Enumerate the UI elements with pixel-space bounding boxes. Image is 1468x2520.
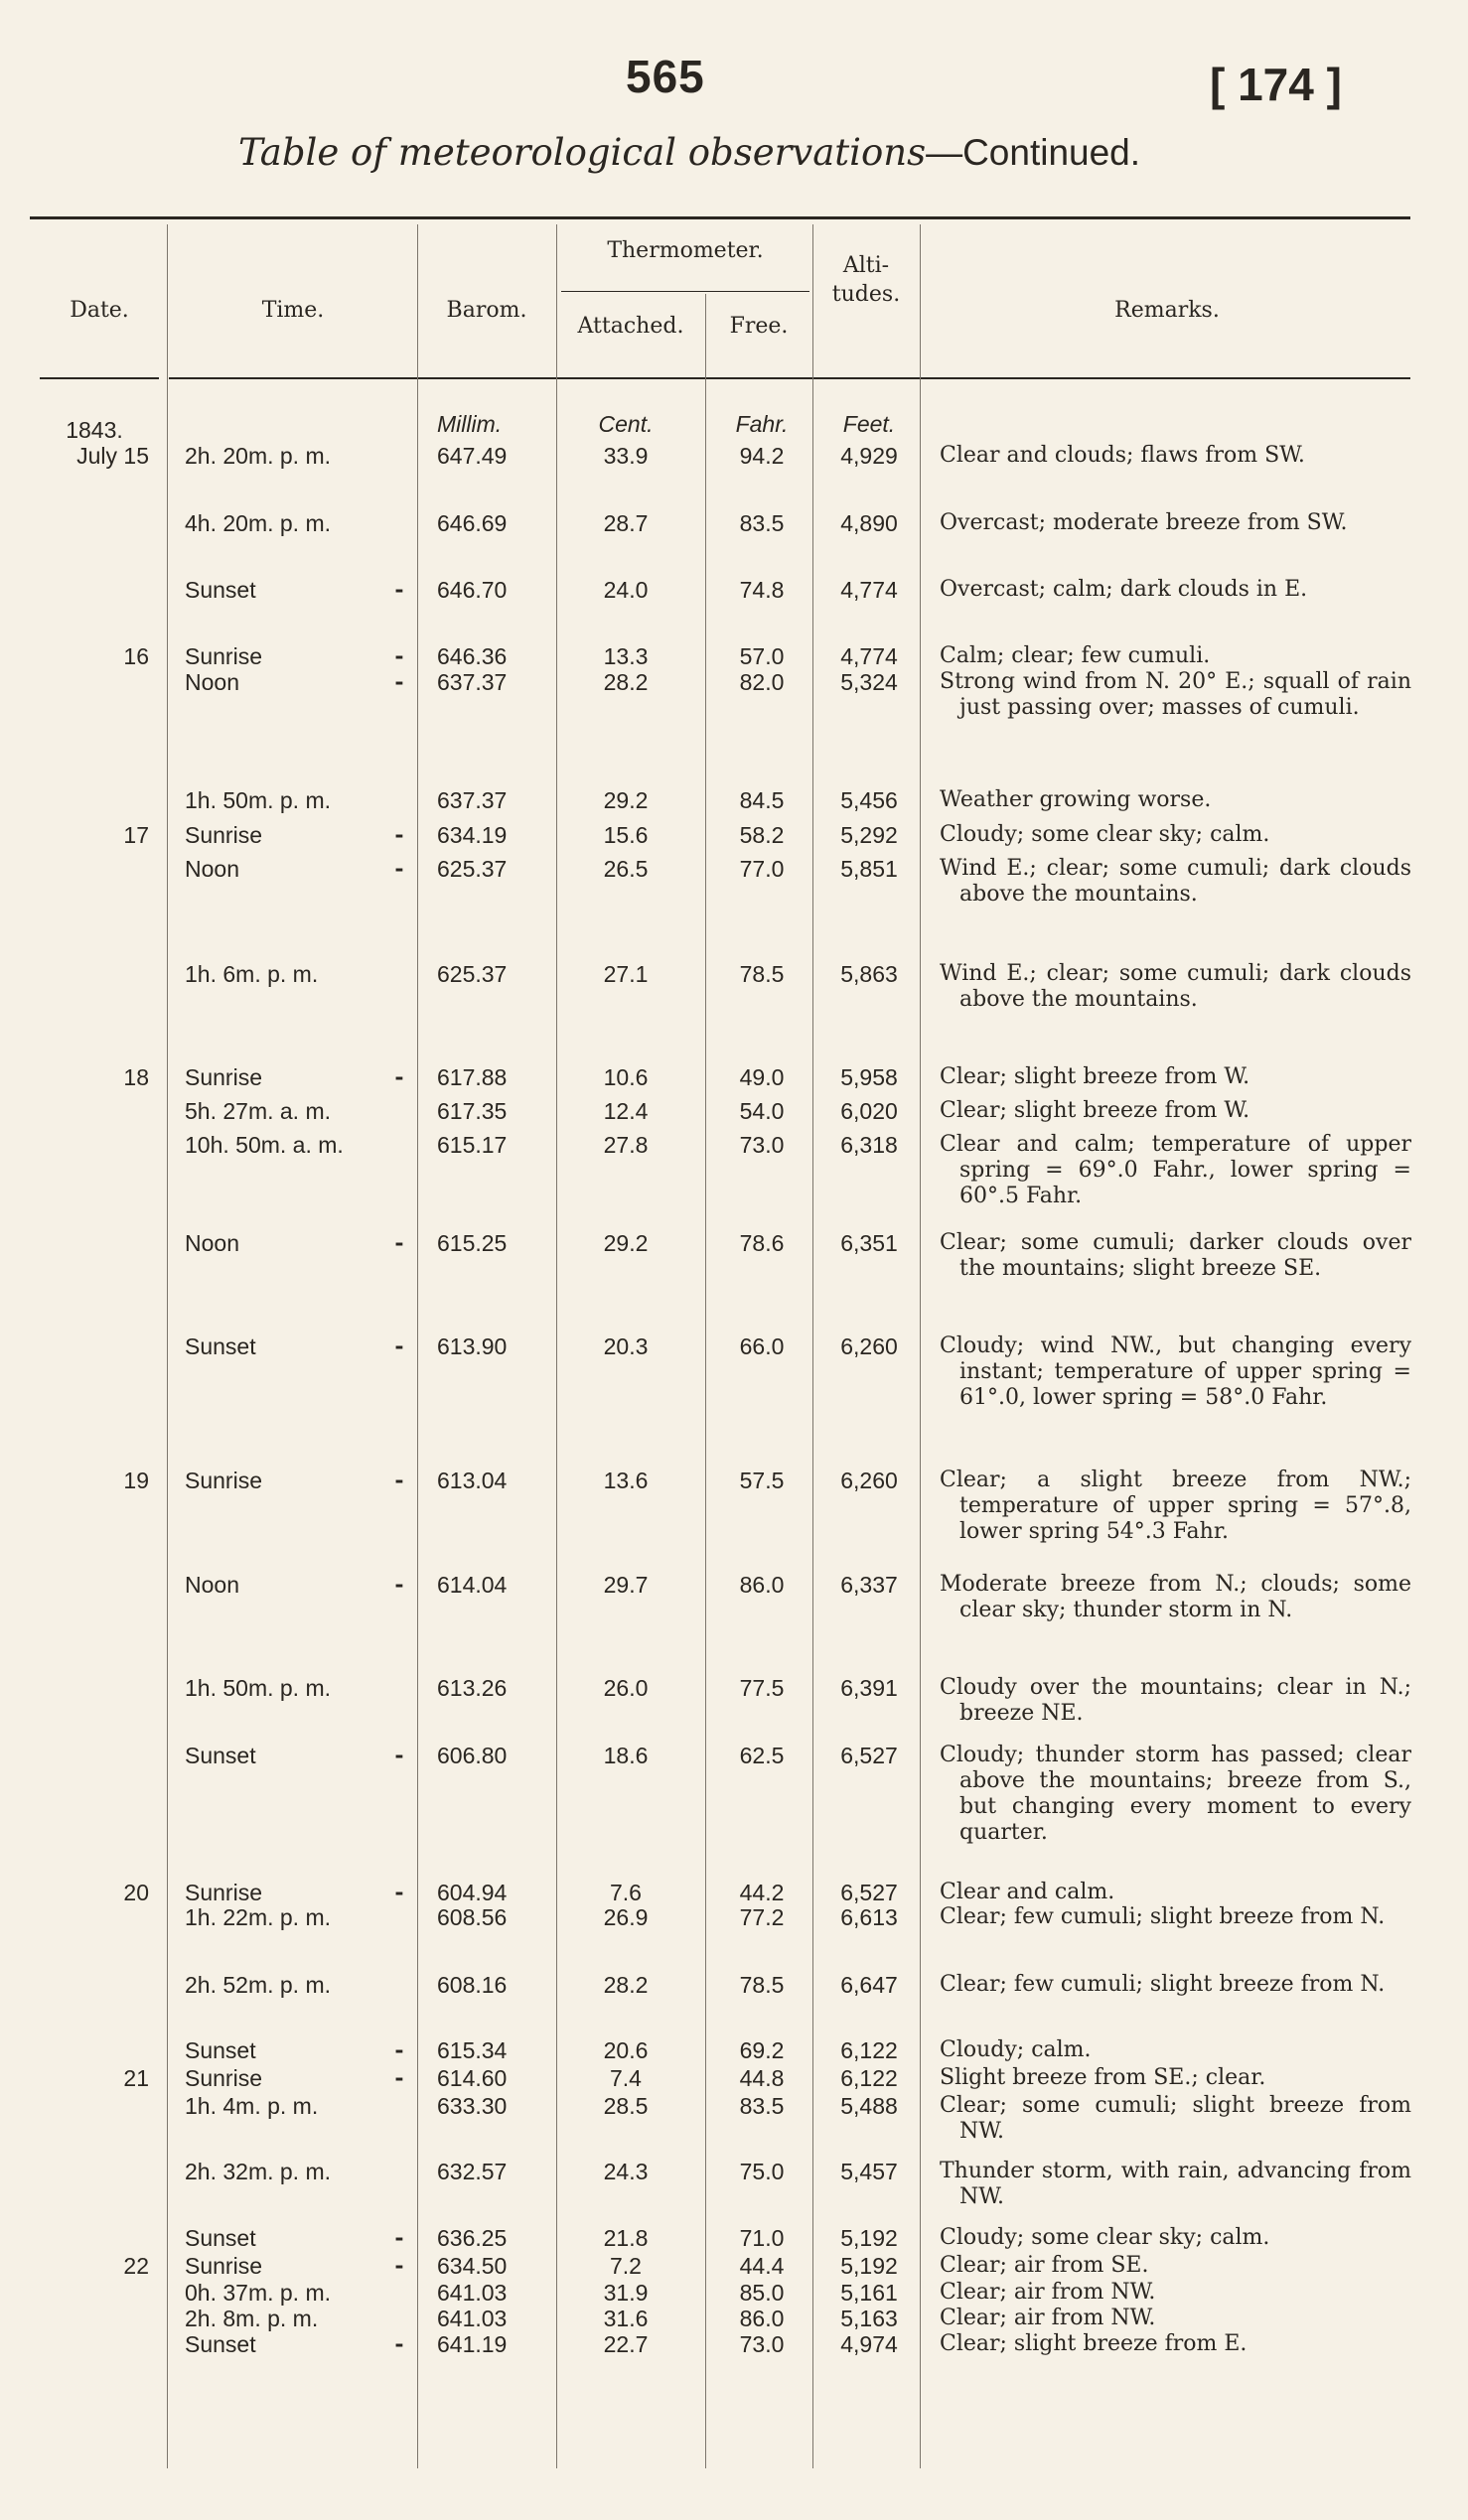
row-18-dash: -: [394, 1743, 404, 1768]
row-14-dash: -: [394, 1333, 404, 1359]
header-time: Time.: [261, 298, 325, 323]
header-thermometer: Thermometer.: [607, 238, 764, 263]
row-3-bar: 646.70: [437, 577, 508, 603]
row-21-bar: 608.16: [437, 1972, 508, 1998]
row-5-time: Noon: [185, 669, 239, 695]
row-16-rem: Moderate breeze from N.; clouds; some clear sky; thunder storm in N.: [940, 1572, 1411, 1622]
row-3-rem: Overcast; calm; dark clouds in E.: [940, 577, 1308, 602]
row-4-dash: -: [394, 643, 404, 669]
row-11-alt: 6,020: [840, 1098, 898, 1124]
row-28-rem: Clear; air from NW.: [940, 2280, 1156, 2305]
row-20-att: 26.9: [603, 1904, 649, 1930]
row-6-time: 1h. 50m. p. m.: [185, 787, 332, 813]
table-title: [238, 131, 1140, 174]
row-7-rem: Cloudy; some clear sky; calm.: [940, 822, 1270, 847]
row-16-dash: -: [394, 1572, 404, 1598]
header-barom: Barom.: [446, 298, 527, 323]
row-18-time: Sunset: [185, 1743, 256, 1768]
row-19-rem: Clear and calm.: [940, 1880, 1115, 1904]
row-3-alt: 4,774: [840, 577, 898, 603]
header-rule: [169, 377, 1410, 379]
row-1-free: 94.2: [739, 443, 785, 469]
row-19-dash: -: [394, 1880, 404, 1905]
row-4-time: Sunrise: [185, 643, 262, 669]
row-1-att: 33.9: [603, 443, 649, 469]
row-21-free: 78.5: [739, 1972, 785, 1998]
row-15-dash: -: [394, 1468, 404, 1493]
row-17-rem: Cloudy over the mountains; clear in N.; breeze NE.: [940, 1675, 1411, 1726]
row-30-rem: Clear; slight breeze from E.: [940, 2331, 1248, 2356]
row-8-att: 26.5: [603, 856, 649, 882]
row-17-bar: 613.26: [437, 1675, 508, 1701]
col-divider-3: [556, 224, 557, 2468]
row-23-dash: -: [394, 2065, 404, 2091]
row-24-time: 1h. 4m. p. m.: [185, 2093, 319, 2119]
row-23-time: Sunrise: [185, 2065, 262, 2091]
row-27-att: 7.2: [610, 2253, 642, 2279]
row-20-free: 77.2: [739, 1904, 785, 1930]
row-19-att: 7.6: [610, 1880, 642, 1905]
row-27-dash: -: [394, 2253, 404, 2279]
row-17-time: 1h. 50m. p. m.: [185, 1675, 332, 1701]
row-22-bar: 615.34: [437, 2037, 508, 2063]
row-26-alt: 5,192: [840, 2225, 898, 2251]
row-4-alt: 4,774: [840, 643, 898, 669]
row-17-att: 26.0: [603, 1675, 649, 1701]
row-6-bar: 637.37: [437, 787, 508, 813]
row-19-date: 20: [123, 1880, 149, 1905]
row-26-att: 21.8: [603, 2225, 649, 2251]
row-24-alt: 5,488: [840, 2093, 898, 2119]
col-divider-1: [167, 224, 168, 2468]
row-28-free: 85.0: [739, 2280, 785, 2306]
row-12-time: 10h. 50m. a. m.: [185, 1132, 344, 1158]
row-21-alt: 6,647: [840, 1972, 898, 1998]
row-23-alt: 6,122: [840, 2065, 898, 2091]
row-1-time: 2h. 20m. p. m.: [185, 443, 332, 469]
header-attached: Attached.: [577, 314, 684, 339]
header-rule-date: [40, 377, 159, 379]
row-3-free: 74.8: [739, 577, 785, 603]
row-6-rem: Weather growing worse.: [940, 787, 1212, 812]
row-9-bar: 625.37: [437, 961, 508, 987]
row-30-dash: -: [394, 2331, 404, 2357]
row-16-alt: 6,337: [840, 1572, 898, 1598]
row-10-date: 18: [123, 1064, 149, 1090]
row-6-free: 84.5: [739, 787, 785, 813]
row-27-rem: Clear; air from SE.: [940, 2253, 1149, 2278]
row-16-att: 29.7: [603, 1572, 649, 1598]
row-18-att: 18.6: [603, 1743, 649, 1768]
row-2-time: 4h. 20m. p. m.: [185, 510, 332, 536]
row-8-dash: -: [394, 856, 404, 882]
row-1-bar: 647.49: [437, 443, 508, 469]
row-15-date: 19: [123, 1468, 149, 1493]
row-4-date: 16: [123, 643, 149, 669]
row-6-att: 29.2: [603, 787, 649, 813]
row-19-free: 44.2: [739, 1880, 785, 1905]
row-30-bar: 641.19: [437, 2331, 508, 2357]
row-5-rem: Strong wind from N. 20° E.; squall of rain just passing over; masses of cumuli.: [940, 669, 1411, 720]
row-21-rem: Clear; few cumuli; slight breeze from N.: [940, 1972, 1386, 1997]
row-6-alt: 5,456: [840, 787, 898, 813]
row-10-free: 49.0: [739, 1064, 785, 1090]
row-25-alt: 5,457: [840, 2159, 898, 2184]
row-25-time: 2h. 32m. p. m.: [185, 2159, 332, 2184]
title-text: Table of meteorological observations: [238, 131, 927, 174]
header-date: Date.: [70, 298, 129, 323]
row-30-alt: 4,974: [840, 2331, 898, 2357]
row-14-time: Sunset: [185, 1333, 256, 1359]
row-11-free: 54.0: [739, 1098, 785, 1124]
col-divider-4: [705, 294, 706, 2468]
row-13-att: 29.2: [603, 1230, 649, 1256]
page-number: 565: [626, 51, 705, 102]
row-7-free: 58.2: [739, 822, 785, 848]
row-22-time: Sunset: [185, 2037, 256, 2063]
row-22-dash: -: [394, 2037, 404, 2063]
row-2-rem: Overcast; moderate breeze from SW.: [940, 510, 1348, 535]
row-26-rem: Cloudy; some clear sky; calm.: [940, 2225, 1270, 2250]
row-27-date: 22: [123, 2253, 149, 2279]
row-18-free: 62.5: [739, 1743, 785, 1768]
row-24-bar: 633.30: [437, 2093, 508, 2119]
row-7-alt: 5,292: [840, 822, 898, 848]
row-25-att: 24.3: [603, 2159, 649, 2184]
free-unit: Fahr.: [735, 411, 789, 437]
row-29-rem: Clear; air from NW.: [940, 2306, 1156, 2330]
row-7-time: Sunrise: [185, 822, 262, 848]
row-15-att: 13.6: [603, 1468, 649, 1493]
row-14-rem: Cloudy; wind NW., but changing every instant; temperature of upper spring = 61°.0, lower spring = 58°.0 Fahr.: [940, 1333, 1411, 1410]
row-24-free: 83.5: [739, 2093, 785, 2119]
row-8-rem: Wind E.; clear; some cumuli; dark clouds above the mountains.: [940, 856, 1411, 907]
row-13-free: 78.6: [739, 1230, 785, 1256]
row-1-alt: 4,929: [840, 443, 898, 469]
row-29-bar: 641.03: [437, 2306, 508, 2331]
row-26-free: 71.0: [739, 2225, 785, 2251]
row-16-bar: 614.04: [437, 1572, 508, 1598]
row-9-rem: Wind E.; clear; some cumuli; dark clouds above the mountains.: [940, 961, 1411, 1012]
row-5-att: 28.2: [603, 669, 649, 695]
row-25-free: 75.0: [739, 2159, 785, 2184]
row-28-bar: 641.03: [437, 2280, 508, 2306]
row-29-att: 31.6: [603, 2306, 649, 2331]
row-23-att: 7.4: [610, 2065, 642, 2091]
row-25-rem: Thunder storm, with rain, advancing from NW.: [940, 2159, 1411, 2209]
barom-unit: Millim.: [437, 411, 503, 437]
row-10-rem: Clear; slight breeze from W.: [940, 1064, 1250, 1089]
row-10-time: Sunrise: [185, 1064, 262, 1090]
row-22-rem: Cloudy; calm.: [940, 2037, 1092, 2062]
row-9-att: 27.1: [603, 961, 649, 987]
row-9-time: 1h. 6m. p. m.: [185, 961, 319, 987]
row-15-bar: 613.04: [437, 1468, 508, 1493]
row-24-att: 28.5: [603, 2093, 649, 2119]
row-12-rem: Clear and calm; temperature of upper spring = 69°.0 Fahr., lower spring = 60°.5 Fahr.: [940, 1132, 1411, 1208]
top-rule: [30, 216, 1410, 219]
row-11-bar: 617.35: [437, 1098, 508, 1124]
row-20-alt: 6,613: [840, 1904, 898, 1930]
row-19-alt: 6,527: [840, 1880, 898, 1905]
row-8-free: 77.0: [739, 856, 785, 882]
row-19-time: Sunrise: [185, 1880, 262, 1905]
row-15-rem: Clear; a slight breeze from NW.; temperature of upper spring = 57°.8, lower spring 54°.3 Fahr.: [940, 1468, 1411, 1544]
row-16-time: Noon: [185, 1572, 239, 1598]
row-23-free: 44.8: [739, 2065, 785, 2091]
row-29-free: 86.0: [739, 2306, 785, 2331]
row-10-dash: -: [394, 1064, 404, 1090]
row-12-free: 73.0: [739, 1132, 785, 1158]
row-12-alt: 6,318: [840, 1132, 898, 1158]
row-3-time: Sunset: [185, 577, 256, 603]
row-21-att: 28.2: [603, 1972, 649, 1998]
row-13-alt: 6,351: [840, 1230, 898, 1256]
attached-unit: Cent.: [598, 411, 654, 437]
thermometer-rule: [561, 291, 809, 292]
row-23-bar: 614.60: [437, 2065, 508, 2091]
row-28-time: 0h. 37m. p. m.: [185, 2280, 332, 2306]
row-28-alt: 5,161: [840, 2280, 898, 2306]
row-13-dash: -: [394, 1230, 404, 1256]
row-14-att: 20.3: [603, 1333, 649, 1359]
row-11-rem: Clear; slight breeze from W.: [940, 1098, 1250, 1123]
alt-unit: Feet.: [842, 411, 896, 437]
header-remarks: Remarks.: [1114, 298, 1220, 323]
row-14-alt: 6,260: [840, 1333, 898, 1359]
row-12-bar: 615.17: [437, 1132, 508, 1158]
row-1-date: July 15: [76, 443, 149, 469]
row-2-att: 28.7: [603, 510, 649, 536]
row-10-bar: 617.88: [437, 1064, 508, 1090]
row-29-time: 2h. 8m. p. m.: [185, 2306, 319, 2331]
col-divider-2: [417, 224, 418, 2468]
row-7-att: 15.6: [603, 822, 649, 848]
row-13-time: Noon: [185, 1230, 239, 1256]
row-1-rem: Clear and clouds; flaws from SW.: [940, 443, 1305, 468]
row-12-att: 27.8: [603, 1132, 649, 1158]
row-18-bar: 606.80: [437, 1743, 508, 1768]
row-20-rem: Clear; few cumuli; slight breeze from N.: [940, 1904, 1386, 1929]
row-27-free: 44.4: [739, 2253, 785, 2279]
row-4-att: 13.3: [603, 643, 649, 669]
row-15-time: Sunrise: [185, 1468, 262, 1493]
row-22-alt: 6,122: [840, 2037, 898, 2063]
row-26-time: Sunset: [185, 2225, 256, 2251]
row-18-alt: 6,527: [840, 1743, 898, 1768]
row-13-bar: 615.25: [437, 1230, 508, 1256]
row-29-alt: 5,163: [840, 2306, 898, 2331]
row-18-rem: Cloudy; thunder storm has passed; clear above the mountains; breeze from S., but changing every moment to every quarter.: [940, 1743, 1411, 1845]
row-23-date: 21: [123, 2065, 149, 2091]
row-7-date: 17: [123, 822, 149, 848]
header-free: Free.: [729, 314, 789, 339]
row-22-free: 69.2: [739, 2037, 785, 2063]
row-20-bar: 608.56: [437, 1904, 508, 1930]
row-3-att: 24.0: [603, 577, 649, 603]
row-14-bar: 613.90: [437, 1333, 508, 1359]
row-27-alt: 5,192: [840, 2253, 898, 2279]
row-30-att: 22.7: [603, 2331, 649, 2357]
header-tudes: tudes.: [831, 282, 901, 307]
row-26-bar: 636.25: [437, 2225, 508, 2251]
row-2-bar: 646.69: [437, 510, 508, 536]
row-4-rem: Calm; clear; few cumuli.: [940, 643, 1211, 668]
row-14-free: 66.0: [739, 1333, 785, 1359]
row-2-free: 83.5: [739, 510, 785, 536]
row-25-bar: 632.57: [437, 2159, 508, 2184]
year-label: 1843.: [66, 417, 123, 443]
row-5-bar: 637.37: [437, 669, 508, 695]
row-9-alt: 5,863: [840, 961, 898, 987]
row-11-att: 12.4: [603, 1098, 649, 1124]
row-23-rem: Slight breeze from SE.; clear.: [940, 2065, 1266, 2090]
row-5-alt: 5,324: [840, 669, 898, 695]
row-19-bar: 604.94: [437, 1880, 508, 1905]
row-15-free: 57.5: [739, 1468, 785, 1493]
row-16-free: 86.0: [739, 1572, 785, 1598]
row-8-bar: 625.37: [437, 856, 508, 882]
row-17-alt: 6,391: [840, 1675, 898, 1701]
row-27-time: Sunrise: [185, 2253, 262, 2279]
row-11-time: 5h. 27m. a. m.: [185, 1098, 332, 1124]
row-2-alt: 4,890: [840, 510, 898, 536]
row-3-dash: -: [394, 577, 404, 603]
title-continued: —Continued.: [926, 132, 1141, 173]
bracket-page-number: [ 174 ]: [1210, 59, 1342, 110]
row-5-free: 82.0: [739, 669, 785, 695]
row-8-alt: 5,851: [840, 856, 898, 882]
row-8-time: Noon: [185, 856, 239, 882]
row-26-dash: -: [394, 2225, 404, 2251]
row-28-att: 31.9: [603, 2280, 649, 2306]
row-24-rem: Clear; some cumuli; slight breeze from NW.: [940, 2093, 1411, 2144]
row-9-free: 78.5: [739, 961, 785, 987]
row-20-time: 1h. 22m. p. m.: [185, 1904, 332, 1930]
row-22-att: 20.6: [603, 2037, 649, 2063]
row-7-bar: 634.19: [437, 822, 508, 848]
row-17-free: 77.5: [739, 1675, 785, 1701]
row-10-alt: 5,958: [840, 1064, 898, 1090]
row-15-alt: 6,260: [840, 1468, 898, 1493]
row-7-dash: -: [394, 822, 404, 848]
row-21-time: 2h. 52m. p. m.: [185, 1972, 332, 1998]
row-30-time: Sunset: [185, 2331, 256, 2357]
row-30-free: 73.0: [739, 2331, 785, 2357]
row-10-att: 10.6: [603, 1064, 649, 1090]
row-5-dash: -: [394, 669, 404, 695]
row-13-rem: Clear; some cumuli; darker clouds over the mountains; slight breeze SE.: [940, 1230, 1411, 1281]
row-27-bar: 634.50: [437, 2253, 508, 2279]
row-4-free: 57.0: [739, 643, 785, 669]
header-alti: Alti-: [842, 253, 890, 278]
row-4-bar: 646.36: [437, 643, 508, 669]
